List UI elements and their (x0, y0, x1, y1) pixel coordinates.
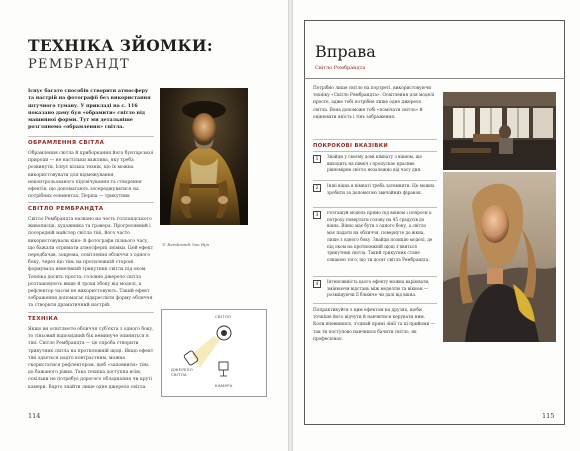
step-divider (313, 151, 437, 152)
exercise-title: Вправа (315, 42, 376, 61)
section-text-rembrandt-light: Світло Рембрандта названо на честь голландського живописця, художника та гравера. Прогресивний і посередній майстер світла тіні, його часто використовували кіно- й фотографи пізнього часу, що бажали отримати атмосферні знімки. Цей ефект передбачав, зокрема, освітлення обличчя з одного боку, через що тінь на протилежній стороні формувала невеликий трикутник світла під оком. Техніка досить проста: головне джерело світла розташовують вище й трохи збоку від моделі, а рефлектор часом не використовують. Такий ефект зображення допомагає підкреслити форму обличчя та створити драматичний настрій. (28, 217, 154, 309)
step-divider (313, 180, 437, 181)
steps-heading: ПОКРОКОВІ ВКАЗІВКИ (313, 143, 389, 149)
step-item (313, 211, 437, 273)
step-text: Інші вікна в кімнаті треба затемнити. Це можна зробити за допомогою звичайних фіранок. (327, 183, 435, 195)
section-heading-framing: ОБРАМЛЕННЯ СВІТЛА (28, 140, 105, 146)
light-source-label: ДЖЕРЕЛО СВІТЛА (171, 367, 194, 377)
step-divider (313, 207, 437, 208)
lighting-diagram (161, 309, 267, 397)
section-text-framing: Обрамлення світла й приборкання його бунтарської природи — не настільки важлива, яку треба розвинути. Існує кілька технік, що їх можна використовувати для відмежування неконтрольованого підсвічування та створення ефектів, що допомагають зосереджуватися на потрібних елементах. Перша — трикутник (28, 151, 154, 200)
section-text-technique: Якщо ви освітлюєте обличчя суб'єкта з одного боку, то тіньовий відповідний бік неминуче опиниться в тіні. Світло Рембрандта — це спроба створити трикутник світла на протилежній щоці. Якщо ефект тіні здається надто контрастним, можна скористатися рефлектором, щоб «заповнити» тінь до бажаного рівня. Така техніка доступна всім, оскільки не потребує дорогого обладнання чи круті камери. Варто знайти лише одне джерело світла. (28, 327, 154, 390)
intro-paragraph: Існує багато способів створити атмосферу та настрій на фотографії без використання штучного туману. У прикладі на с. 116 показано даму буя «обрамити» світло від машинної форми. Тут ми детальніше розглянемо «обрамлення» світла. (28, 88, 151, 131)
section-divider (28, 136, 154, 137)
step-number: 3 (313, 211, 321, 219)
step-divider (313, 276, 437, 277)
steps-top-rule (313, 139, 437, 140)
section-divider (28, 202, 154, 203)
page-number-left: 114 (28, 412, 41, 420)
step-divider (313, 303, 437, 304)
step-text: Інтенсивність цього ефекту можна варіювати, змінюючи відстань між моделлю та вікном — розміщуючи її ближче чи далі від вікна. (327, 279, 430, 298)
exercise-header-rule (304, 78, 565, 79)
step-number: 2 (313, 184, 321, 192)
window-room-photo (443, 92, 556, 170)
section-heading-rembrandt-light: СВІТЛО РЕМБРАНДТА (28, 206, 104, 212)
step-text: Знайди у своєму домі кімнату з вікном, що виходить на північ і пропускає красиве рівномірне світло незалежно від часу дня. (327, 154, 423, 173)
section-divider (28, 312, 154, 313)
rembrandt-self-portrait-image (160, 88, 248, 225)
step-number: 4 (313, 280, 321, 288)
step-text: Розташуй модель прямо під вікном і попроси її потроху повертати голову на 45 градусів до вікна. Вікно має бути з одного боку, а світло має падати на обличчя, повернуте до вікна, лише з одного боку. Знайди позицію моделі, де під оком на протилежній щоці з'явиться трикутник світла. Такий трикутник стане ознакою того, що ти досяг світла Рембрандта. (327, 211, 433, 262)
painting-caption: © Rembrandt Van Rijn (162, 242, 210, 247)
camera-label: КАМЕРА (215, 383, 233, 388)
step-item (313, 155, 437, 179)
section-heading-technique: ТЕХНІКА (28, 316, 59, 322)
light-label: СВІТЛО (215, 314, 232, 319)
exercise-outro: Попрактикуйся з цим ефектом на друзях, щоби точніше його відчути й навчитися керувати ним. Коли впевнишся, з'єднай прямі лінії та ці прийоми — так ти поступово навчишся бачити світло, як професіонал. (313, 308, 436, 342)
exercise-subtitle: Світло Рембрандта (315, 65, 366, 71)
step-item (313, 280, 437, 302)
chapter-title: ТЕХНІКА ЗЙОМКИ: (28, 36, 213, 55)
chapter-subtitle: РЕМБРАНДТ (28, 57, 130, 72)
step-item (313, 184, 437, 204)
exercise-intro: Потрібно лише світло на портреті, використовуючи техніку «Світло Рембрандта». Освітлення для моделі просте, адже тобі потрібне лише одне джерело світла. Вона допоможе тобі «помічати світло» й оцінювати якість і тінь зображення. (313, 86, 435, 120)
page-number-right: 115 (542, 412, 555, 420)
step-number: 1 (313, 155, 321, 163)
window-light-portrait-photo (443, 172, 556, 342)
